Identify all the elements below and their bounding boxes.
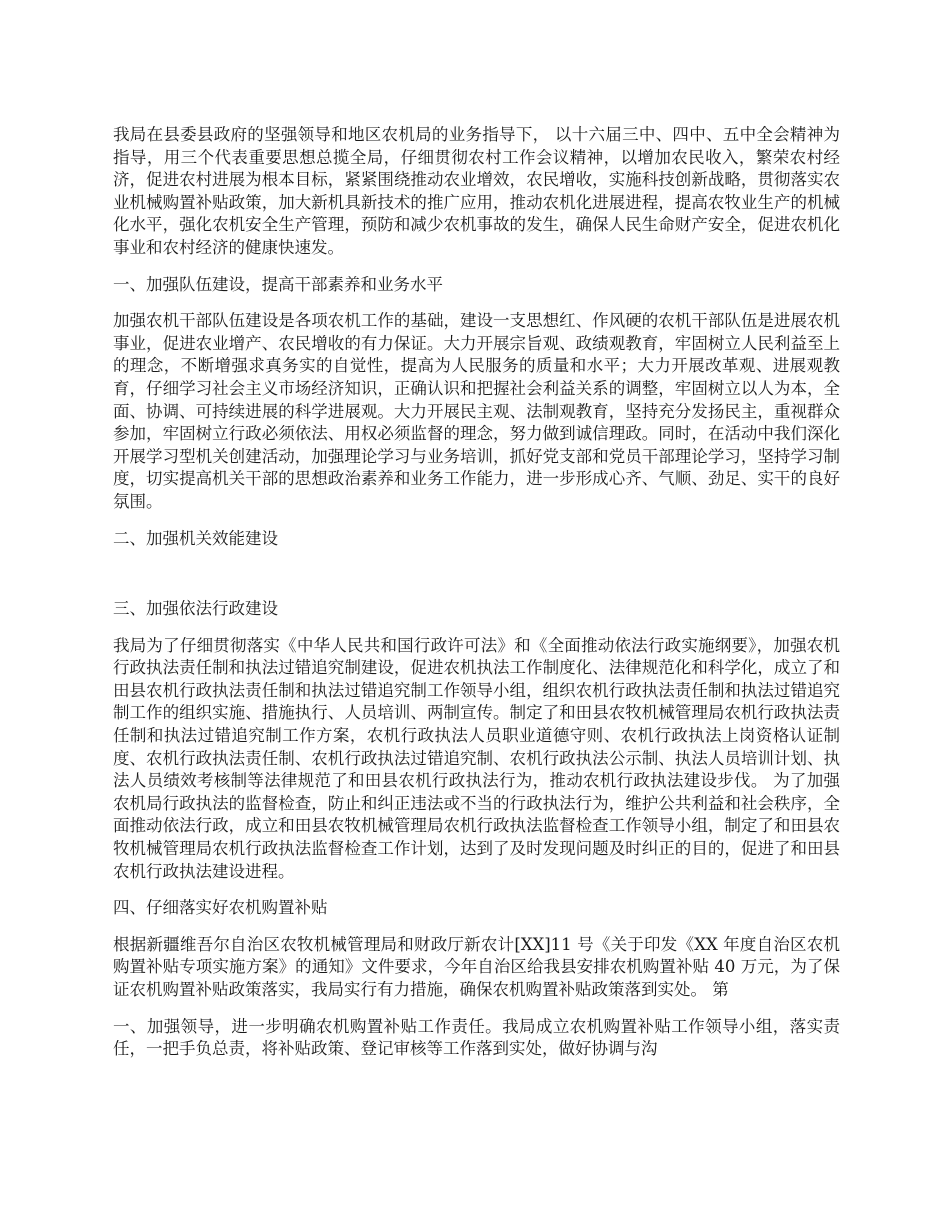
law-admin-paragraph: 我局为了仔细贯彻落实《中华人民共和国行政许可法》和《全面推动依法行政实施纲要》，加强农机行政执法责任制和执法过错追究制建设，促进农机执法工作制度化、法律规范化和科学化，成立了和田县农机行政执法责任制和执法过错追究制工作领导小组，组织农机行政执法责任制和执法过错追究制工作的组织实施、措施执行、人员培训、两制宣传。制定了和田县农牧机械管理局农机行政执法责任制和执法过错追究制工作方案，农机行政执法人员职业道德守则、农机行政执法上岗资格认证制度、农机行政执法责任制、农机行政执法过错追究制、农机行政执法公示制、执法人员培训计划、执法人员绩效考核制等法律规范了和田县农机行政执法行为，推动农机行政执法建设步伐。 为了加强农机局行政执法的监督检查，防止和纠正违法或不当的行政执法行为，维护公共利益和社会秩序，全面推动依法行政，成立和田县农牧机械管理局农机行政执法监督检查工作领导小组，制定了和田县农牧机械管理局农机行政执法监督检查工作计划，达到了及时发现问题及时纠正的目的，促进了和田县农机行政执法建设进程。 <box>113 635 840 881</box>
intro-paragraph: 我局在县委县政府的坚强领导和地区农机局的业务指导下， 以十六届三中、四中、五中全会精神为指导，用三个代表重要思想总揽全局，仔细贯彻农村工作会议精神，以增加农民收入，繁荣农村经济，促进农村进展为根本目标，紧紧围绕推动农业增效，农民增收，实施科技创新战略，贯彻落实农业机械购置补贴政策，加大新机具新技术的推广应用，推动农机化进展进程，提高农牧业生产的机械化水平，强化农机安全生产管理，预防和减少农机事故的发生，确保人民生命财产安全，促进农机化事业和农村经济的健康快速发。 <box>113 125 840 257</box>
team-building-paragraph: 加强农机干部队伍建设是各项农机工作的基础，建设一支思想红、作风硬的农机干部队伍是进展农机事业，促进农业增产、农民增收的有力保证。大力开展宗旨观、政绩观教育，牢固树立人民利益至上的理念，不断增强求真务实的自觉性，提高为人民服务的质量和水平；大力开展改革观、进展观教育，仔细学习社会主义市场经济知识，正确认识和把握社会利益关系的调整，牢固树立以人为本，全面、协调、可持续进展的科学进展观。大力开展民主观、法制观教育，坚持充分发扬民主，重视群众参加，牢固树立行政必须依法、用权必须监督的理念，努力做到诚信理政。同时，在活动中我们深化开展学习型机关创建活动，加强理论学习与业务培训，抓好党支部和党员干部理论学习，坚持学习制度，切实提高机关干部的思想政治素养和业务工作能力，进一步形成心齐、气顺、劲足、实干的良好氛围。 <box>113 311 840 511</box>
section-heading-team-building: 一、加强队伍建设，提高干部素养和业务水平 <box>113 274 443 294</box>
section-heading-efficiency: 二、加强机关效能建设 <box>113 528 278 548</box>
subsidy-paragraph: 根据新疆维吾尔自治区农牧机械管理局和财政厅新农计[XX]11 号《关于印发《XX 年度自治区农机购置补贴专项实施方案》的通知》文件要求，今年自治区给我县安排农机购置补贴 40 万元，为了保证农机购置补贴政策落实，我局实行有力措施，确保农机购置补贴政策落到实处。 第 <box>113 934 840 999</box>
blank-gap <box>113 564 840 598</box>
leadership-paragraph: 一、加强领导，进一步明确农机购置补贴工作责任。我局成立农机购置补贴工作领导小组，落实责任，一把手负总责，将补贴政策、登记审核等工作落到实处，做好协调与沟 <box>113 1016 840 1059</box>
document-body <box>113 124 840 1075</box>
section-heading-law-admin: 三、加强依法行政建设 <box>113 599 278 619</box>
section-heading-subsidy: 四、仔细落实好农机购置补贴 <box>113 898 328 918</box>
